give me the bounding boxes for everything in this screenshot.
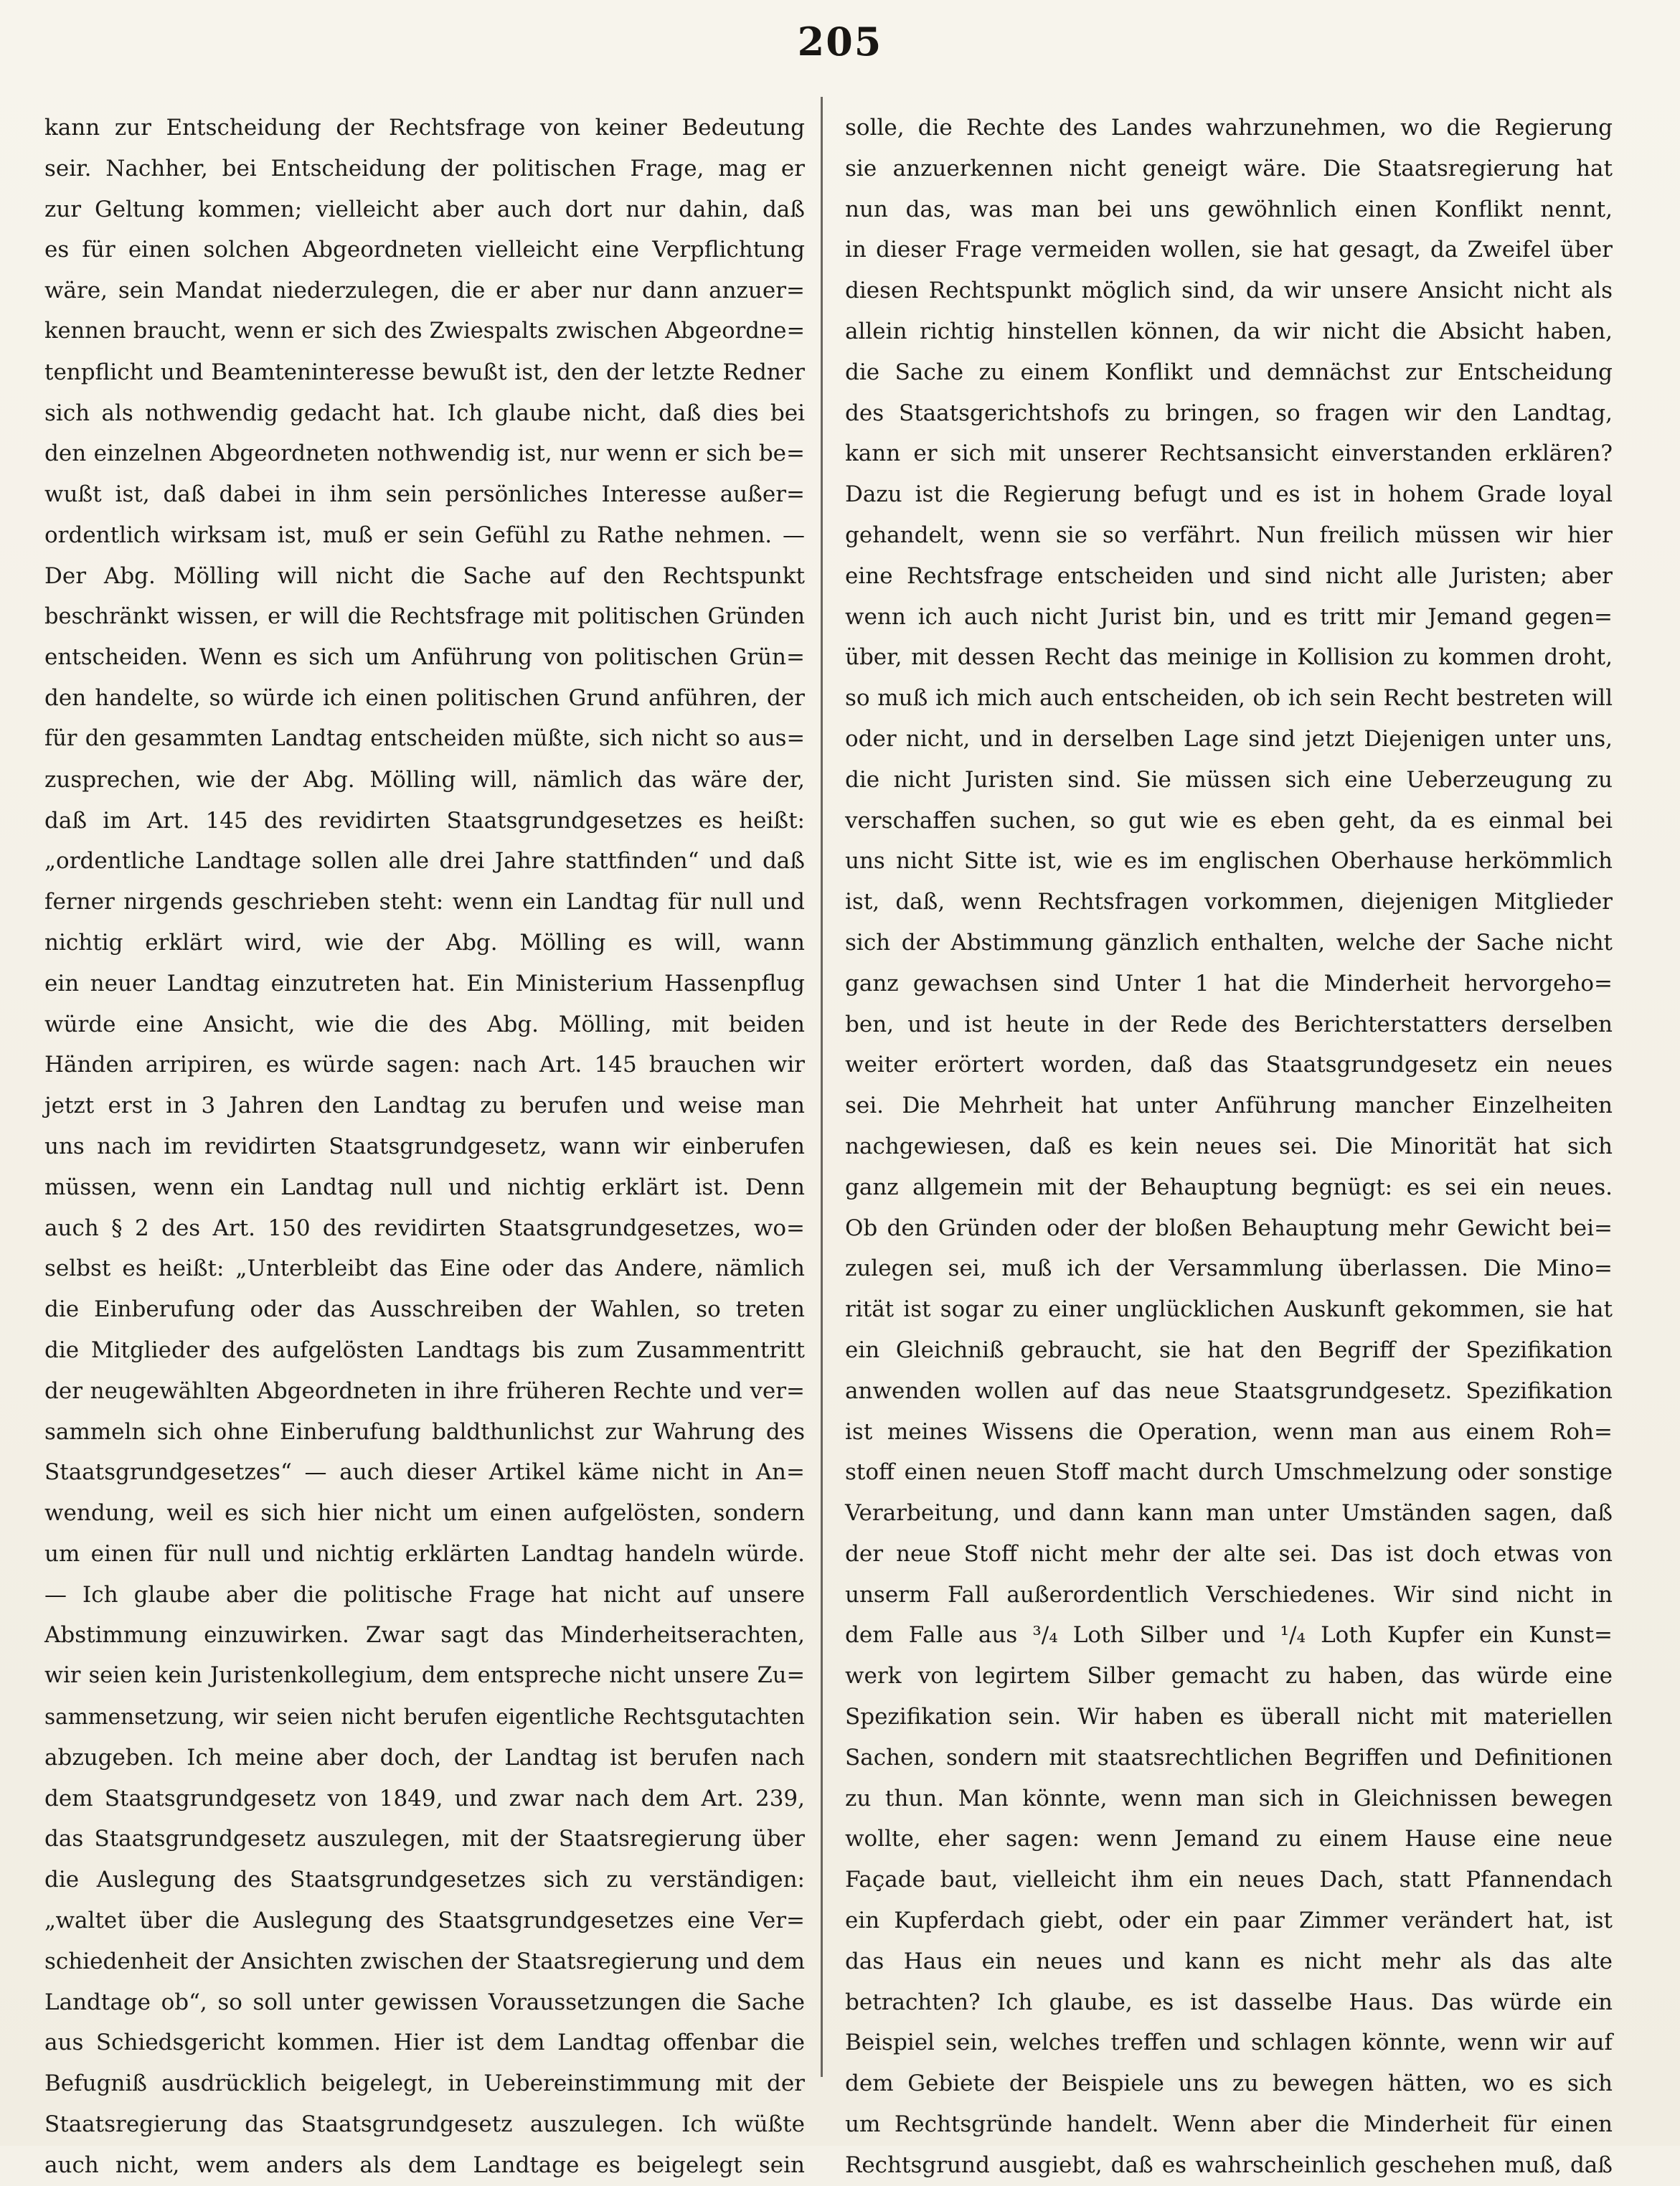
text-line: ordentlich wirksam ist, muß er sein Gefühl zu Rathe nehmen. — xyxy=(44,522,805,548)
text-line: uns nicht Sitte ist, wie es im englischen Oberhause herkömmlich xyxy=(845,848,1613,875)
text-line: ist meines Wissens die Operation, wenn man aus einem Roh= xyxy=(845,1418,1613,1445)
left-text-column xyxy=(44,108,805,2178)
text-line: Sachen, sondern mit staatsrechtlichen Begriffen und Definitionen xyxy=(845,1744,1613,1771)
text-line: wäre, sein Mandat niederzulegen, die er aber nur dann anzuer= xyxy=(44,278,805,304)
text-line: Beispiel sein, welches treffen und schlagen könnte, wenn wir auf xyxy=(845,2030,1613,2056)
text-line: dem Staatsgrundgesetz von 1849, und zwar nach dem Art. 239, xyxy=(44,1785,805,1812)
text-line: nichtig erklärt wird, wie der Abg. Mölling es will, wann xyxy=(44,929,805,956)
text-line: die Mitglieder des aufgelösten Landtags bis zum Zusammentritt xyxy=(44,1337,805,1363)
text-line: das Staatsgrundgesetz auszulegen, mit der Staatsregierung über xyxy=(44,1826,805,1852)
text-line: die Sache zu einem Konflikt und demnächst zur Entscheidung xyxy=(845,359,1613,385)
text-line: um einen für null und nichtig erklärten Landtag handeln würde. xyxy=(44,1540,805,1567)
column-divider xyxy=(821,97,823,2077)
text-line: abzugeben. Ich meine aber doch, der Landtag ist berufen nach xyxy=(44,1744,805,1771)
text-line: nun das, was man bei uns gewöhnlich einen Konflikt nennt, xyxy=(845,196,1613,222)
text-line: oder nicht, und in derselben Lage sind jetzt Diejenigen unter uns, xyxy=(845,725,1613,752)
text-line: sei. Die Mehrheit hat unter Anführung mancher Einzelheiten xyxy=(845,1093,1613,1119)
text-line: anwenden wollen auf das neue Staatsgrundgesetz. Spezifikation xyxy=(845,1377,1613,1404)
text-line: aus Schiedsgericht kommen. Hier ist dem Landtag offenbar die xyxy=(44,2030,805,2056)
text-line: den handelte, so würde ich einen politischen Grund anführen, der xyxy=(44,685,805,712)
page-number: 205 xyxy=(797,19,883,65)
text-line: würde eine Ansicht, wie die des Abg. Mölling, mit beiden xyxy=(44,1011,805,1037)
text-line: ein neuer Landtag einzutreten hat. Ein Ministerium Hassenpflug xyxy=(44,970,805,997)
text-line: ganz gewachsen sind Unter 1 hat die Minderheit hervorgeho= xyxy=(845,970,1613,997)
text-line: betrachten? Ich glaube, es ist dasselbe Haus. Das würde ein xyxy=(845,1989,1613,2015)
text-line: der neugewählten Abgeordneten in ihre früheren Rechte und ver= xyxy=(44,1377,805,1404)
text-line: wollte, eher sagen: wenn Jemand zu einem Hause eine neue xyxy=(845,1826,1613,1852)
text-line: tenpflicht und Beamteninteresse bewußt ist, den der letzte Redner xyxy=(44,359,805,385)
text-line: ein Gleichniß gebraucht, sie hat den Begriff der Spezifikation xyxy=(845,1337,1613,1363)
text-line: Ob den Gründen oder der bloßen Behauptung mehr Gewicht bei= xyxy=(845,1215,1613,1241)
text-line: zur Geltung kommen; vielleicht aber auch dort nur dahin, daß xyxy=(44,196,805,222)
text-line: seir. Nachher, bei Entscheidung der politischen Frage, mag er xyxy=(44,155,805,182)
text-line: kann zur Entscheidung der Rechtsfrage von keiner Bedeutung xyxy=(44,115,805,141)
text-line: unserm Fall außerordentlich Verschiedenes. Wir sind nicht in xyxy=(845,1581,1613,1608)
text-line: Verarbeitung, und dann kann man unter Umständen sagen, daß xyxy=(845,1500,1613,1527)
text-line: müssen, wenn ein Landtag null und nichtig erklärt ist. Denn xyxy=(44,1174,805,1200)
text-line: solle, die Rechte des Landes wahrzunehmen, wo die Regierung xyxy=(845,115,1613,141)
text-line: Händen arripiren, es würde sagen: nach Art. 145 brauchen wir xyxy=(44,1052,805,1078)
text-line: ganz allgemein mit der Behauptung begnügt: es sei ein neues. xyxy=(845,1174,1613,1200)
text-line: es für einen solchen Abgeordneten vielleicht eine Verpflichtung xyxy=(44,237,805,263)
text-line: die Einberufung oder das Ausschreiben der Wahlen, so treten xyxy=(44,1296,805,1323)
text-line: Befugniß ausdrücklich beigelegt, in Uebereinstimmung mit der xyxy=(44,2070,805,2097)
text-line: jetzt erst in 3 Jahren den Landtag zu berufen und weise man xyxy=(44,1093,805,1119)
text-line: so muß ich mich auch entscheiden, ob ich sein Recht bestreten will xyxy=(845,685,1613,712)
text-line: rität ist sogar zu einer unglücklichen Auskunft gekommen, sie hat xyxy=(845,1296,1613,1323)
text-line: wendung, weil es sich hier nicht um einen aufgelösten, sondern xyxy=(44,1500,805,1527)
text-line: sich der Abstimmung gänzlich enthalten, welche der Sache nicht xyxy=(845,929,1613,956)
text-line: diesen Rechtspunkt möglich sind, da wir unsere Ansicht nicht als xyxy=(845,278,1613,304)
text-line: allein richtig hinstellen können, da wir nicht die Absicht haben, xyxy=(845,318,1613,344)
text-line: eine Rechtsfrage entscheiden und sind nicht alle Juristen; aber xyxy=(845,562,1613,589)
text-line: wenn ich auch nicht Jurist bin, und es tritt mir Jemand gegen= xyxy=(845,603,1613,630)
text-line: ein Kupferdach giebt, oder ein paar Zimmer verändert hat, ist xyxy=(845,1908,1613,1934)
text-line: beschränkt wissen, er will die Rechtsfrage mit politischen Gründen xyxy=(44,603,805,629)
text-line: weiter erörtert worden, daß das Staatsgrundgesetz ein neues xyxy=(845,1052,1613,1078)
text-line: ist, daß, wenn Rechtsfragen vorkommen, diejenigen Mitglieder xyxy=(845,889,1613,915)
text-line: sammensetzung, wir seien nicht berufen eigentliche Rechtsgutachten xyxy=(44,1705,805,1730)
text-line: des Staatsgerichtshofs zu bringen, so fragen wir den Landtag, xyxy=(845,400,1613,426)
text-line: ben, und ist heute in der Rede des Berichterstatters derselben xyxy=(845,1011,1613,1037)
text-line: selbst es heißt: „Unterbleibt das Eine oder das Andere, nämlich xyxy=(44,1255,805,1282)
text-line: das Haus ein neues und kann es nicht mehr als das alte xyxy=(845,1948,1613,1974)
text-line: Der Abg. Mölling will nicht die Sache auf den Rechtspunkt xyxy=(44,562,805,589)
text-line: dem Falle aus ³/₄ Loth Silber und ¹/₄ Loth Kupfer ein Kunst= xyxy=(845,1622,1613,1649)
text-line: über, mit dessen Recht das meinige in Kollision zu kommen droht, xyxy=(845,644,1613,671)
text-line: Façade baut, vielleicht ihm ein neues Dach, statt Pfannendach xyxy=(845,1867,1613,1893)
text-line: wir seien kein Juristenkollegium, dem entspreche nicht unsere Zu= xyxy=(44,1663,805,1689)
text-line: auch § 2 des Art. 150 des revidirten Staatsgrundgesetzes, wo= xyxy=(44,1215,805,1241)
text-line: in dieser Frage vermeiden wollen, sie hat gesagt, da Zweifel über xyxy=(845,237,1613,263)
text-line: Staatsregierung das Staatsgrundgesetz auszulegen. Ich wüßte xyxy=(44,2111,805,2138)
text-line: ferner nirgends geschrieben steht: wenn ein Landtag für null und xyxy=(44,889,805,915)
text-line: den einzelnen Abgeordneten nothwendig ist, nur wenn er sich be= xyxy=(44,441,805,467)
text-line: — Ich glaube aber die politische Frage hat nicht auf unsere xyxy=(44,1581,805,1608)
text-line: um Rechtsgründe handelt. Wenn aber die Minderheit für einen xyxy=(845,2111,1613,2138)
text-line: die nicht Juristen sind. Sie müssen sich eine Ueberzeugung zu xyxy=(845,766,1613,793)
text-line: Staatsgrundgesetzes“ — auch dieser Artikel käme nicht in An= xyxy=(44,1459,805,1486)
text-line: Dazu ist die Regierung befugt und es ist in hohem Grade loyal xyxy=(845,481,1613,508)
text-line: der neue Stoff nicht mehr der alte sei. Das ist doch etwas von xyxy=(845,1540,1613,1567)
text-line: daß im Art. 145 des revidirten Staatsgrundgesetzes es heißt: xyxy=(44,807,805,834)
text-line: „ordentliche Landtage sollen alle drei Jahre stattfinden“ und daß xyxy=(44,848,805,875)
text-line: werk von legirtem Silber gemacht zu haben, das würde eine xyxy=(845,1663,1613,1690)
text-line: sie anzuerkennen nicht geneigt wäre. Die Staatsregierung hat xyxy=(845,155,1613,182)
text-line: uns nach im revidirten Staatsgrundgesetz, wann wir einberufen xyxy=(44,1133,805,1159)
text-line: auch nicht, wem anders als dem Landtage es beigelegt sein xyxy=(44,2152,805,2178)
text-line: Abstimmung einzuwirken. Zwar sagt das Minderheitserachten, xyxy=(44,1622,805,1649)
text-line: Rechtsgrund ausgiebt, daß es wahrscheinlich geschehen muß, daß xyxy=(845,2152,1613,2178)
text-line: schiedenheit der Ansichten zwischen der Staatsregierung und dem xyxy=(44,1948,805,1974)
text-line: für den gesammten Landtag entscheiden müßte, sich nicht so aus= xyxy=(44,725,805,751)
text-line: dem Gebiete der Beispiele uns zu bewegen hätten, wo es sich xyxy=(845,2070,1613,2097)
text-line: zusprechen, wie der Abg. Mölling will, nämlich das wäre der, xyxy=(44,766,805,793)
text-line: nachgewiesen, daß es kein neues sei. Die Minorität hat sich xyxy=(845,1133,1613,1159)
text-line: „waltet über die Auslegung des Staatsgrundgesetzes eine Ver= xyxy=(44,1908,805,1934)
text-line: kennen braucht, wenn er sich des Zwiespalts zwischen Abgeordne= xyxy=(44,318,805,344)
text-line: zulegen sei, muß ich der Versammlung überlassen. Die Mino= xyxy=(845,1255,1613,1282)
right-text-column xyxy=(845,108,1613,2178)
text-line: verschaffen suchen, so gut wie es eben geht, da es einmal bei xyxy=(845,807,1613,834)
text-line: Spezifikation sein. Wir haben es überall nicht mit materiellen xyxy=(845,1704,1613,1730)
text-line: entscheiden. Wenn es sich um Anführung von politischen Grün= xyxy=(44,644,805,671)
text-line: Landtage ob“, so soll unter gewissen Voraussetzungen die Sache xyxy=(44,1989,805,2015)
text-line: zu thun. Man könnte, wenn man sich in Gleichnissen bewegen xyxy=(845,1785,1613,1812)
text-line: sammeln sich ohne Einberufung baldthunlichst zur Wahrung des xyxy=(44,1418,805,1445)
text-line: wußt ist, daß dabei in ihm sein persönliches Interesse außer= xyxy=(44,481,805,508)
text-line: die Auslegung des Staatsgrundgesetzes sich zu verständigen: xyxy=(44,1867,805,1893)
text-line: gehandelt, wenn sie so verfährt. Nun freilich müssen wir hier xyxy=(845,522,1613,548)
text-line: stoff einen neuen Stoff macht durch Umschmelzung oder sonstige xyxy=(845,1459,1613,1486)
text-line: kann er sich mit unserer Rechtsansicht einverstanden erklären? xyxy=(845,441,1613,467)
text-line: sich als nothwendig gedacht hat. Ich glaube nicht, daß dies bei xyxy=(44,400,805,426)
